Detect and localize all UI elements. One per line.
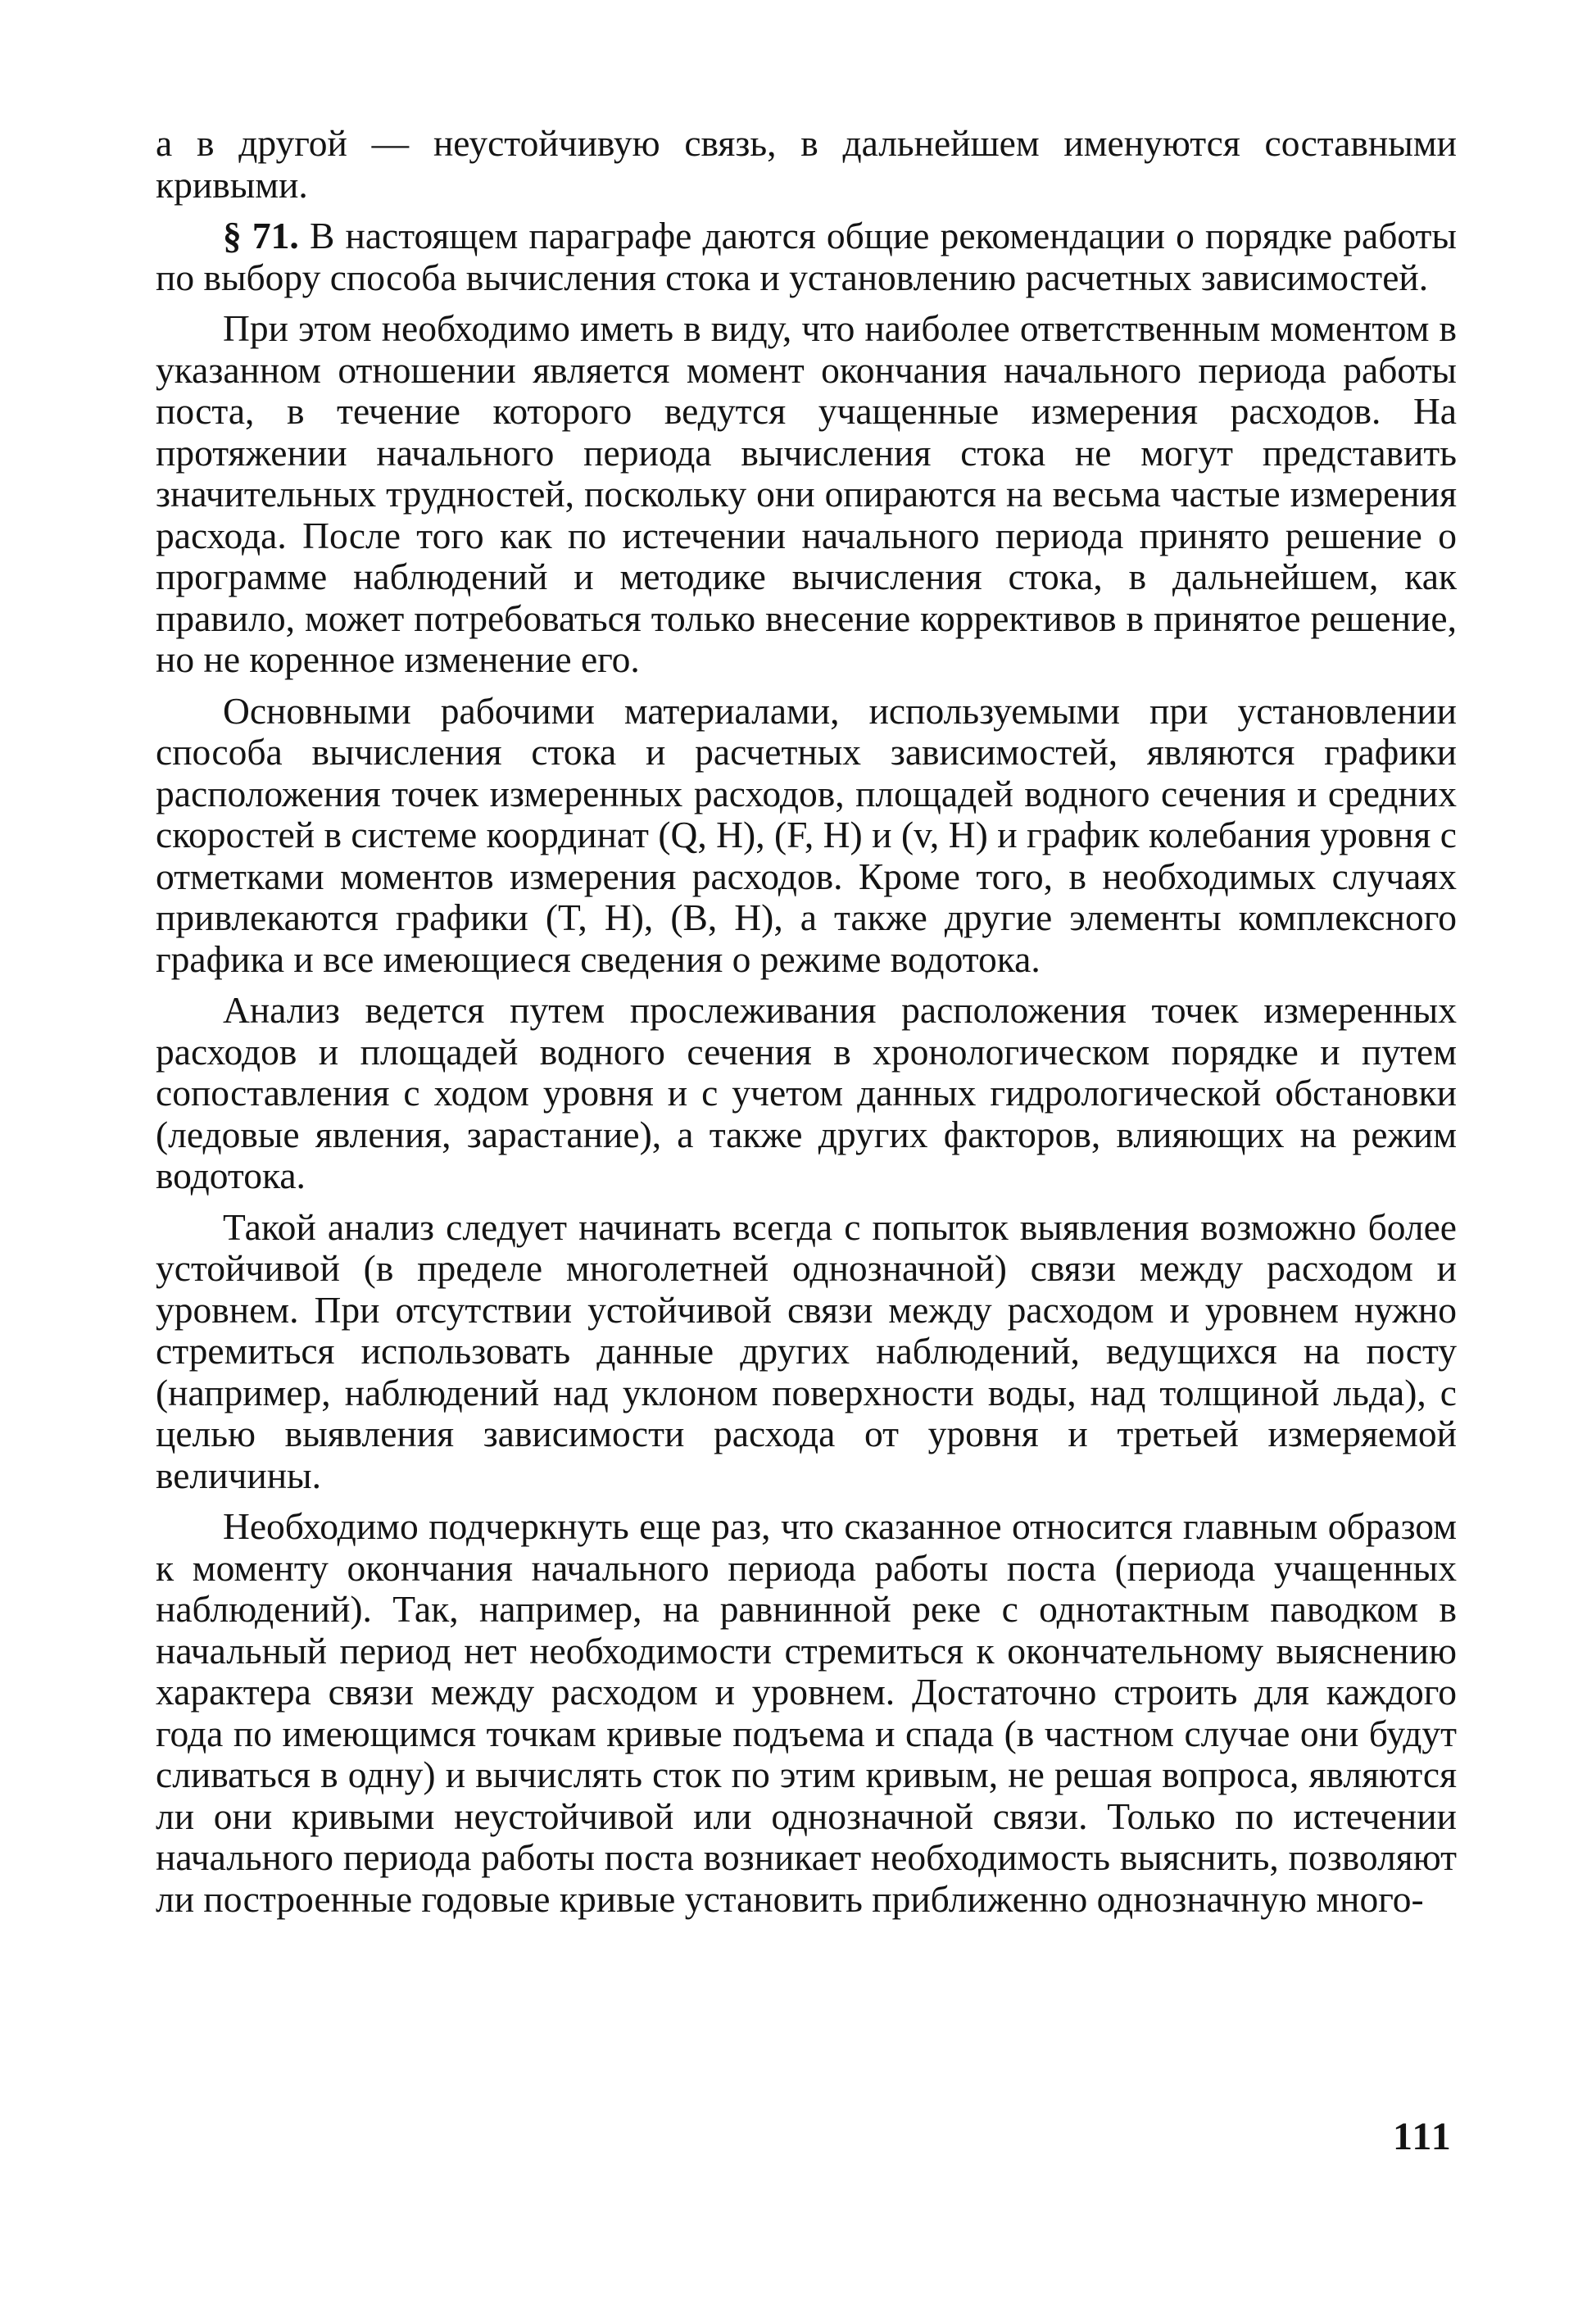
paragraph-initial-period: При этом необходимо иметь в виду, что наиболее ответственным моментом в указанном отношении является момент окончания начального периода работы поста, в течение которого ведутся учащенные измерения расходов. На протяжении начального периода вычисления стока не могут представить значительных трудностей, поскольку они опираются на весьма частые измерения расхода. После того как по истечении начального периода принято решение о программе наблюдений и методике вычисления стока, в дальнейшем, как правило, может потребоваться только внесение коррективов в принятое решение, но не коренное изменение его. [156,307,1457,680]
page-number: 111 [1393,2115,1453,2158]
paragraph-analysis: Анализ ведется путем прослеживания расположения точек измеренных расходов и площадей водного сечения в хронологическом порядке и путем сопоставления с ходом уровня и с учетом данных гидрологической обстановки (ледовые явления, зарастание), а также других факторов, влияющих на режим водотока. [156,989,1457,1196]
section-number: § 71. [223,215,299,256]
paragraph-continuation: а в другой — неустойчивую связь, в дальнейшем именуются составными кривыми. [156,122,1457,206]
paragraph-text: В настоящем параграфе даются общие рекомендации о порядке работы по выбору способа вычисления стока и установлению расчетных зависимостей. [156,215,1457,298]
paragraph-emphasis: Необходимо подчеркнуть еще раз, что сказанное относится главным образом к моменту окончания начального периода работы поста (периода учащенных наблюдений). Так, например, на равнинной реке с однотактным паводком в начальный период нет необходимости стремиться к окончательному выяснению характера связи между расходом и уровнем. Достаточно строить для каждого года по имеющимся точкам кривые подъема и спада (в частном случае они будут сливаться в одну) и вычислять сток по этим кривым, не решая вопроса, являются ли они кривыми неустойчивой или однозначной связи. Только по истечении начального периода работы поста возникает необходимость выяснить, позволяют ли построенные годовые кривые установить приближенно однозначную много- [156,1505,1457,1920]
page-body [156,123,1457,1930]
paragraph-stable-relation: Такой анализ следует начинать всегда с попыток выявления возможно более устойчивой (в пределе многолетней однозначной) связи между расходом и уровнем. При отсутствии устойчивой связи между расходом и уровнем нужно стремиться использовать данные других наблюдений, ведущихся на посту (например, наблюдений над уклоном поверхности воды, над толщиной льда), с целью выявления зависимости расхода от уровня и третьей измеряемой величины. [156,1205,1457,1496]
paragraph-section-71 [156,216,1457,298]
paragraph-materials: Основными рабочими материалами, используемыми при установлении способа вычисления стока и расчетных зависимостей, являются графики расположения точек измеренных расходов, площадей водного сечения и средних скоростей в системе координат (Q, H), (F, H) и (v, H) и график колебания уровня с отметками моментов измерения расходов. Кроме того, в необходимых случаях привлекаются графики (T, H), (B, H), а также другие элементы комплексного графика и все имеющиеся сведения о режиме водотока. [156,689,1457,980]
